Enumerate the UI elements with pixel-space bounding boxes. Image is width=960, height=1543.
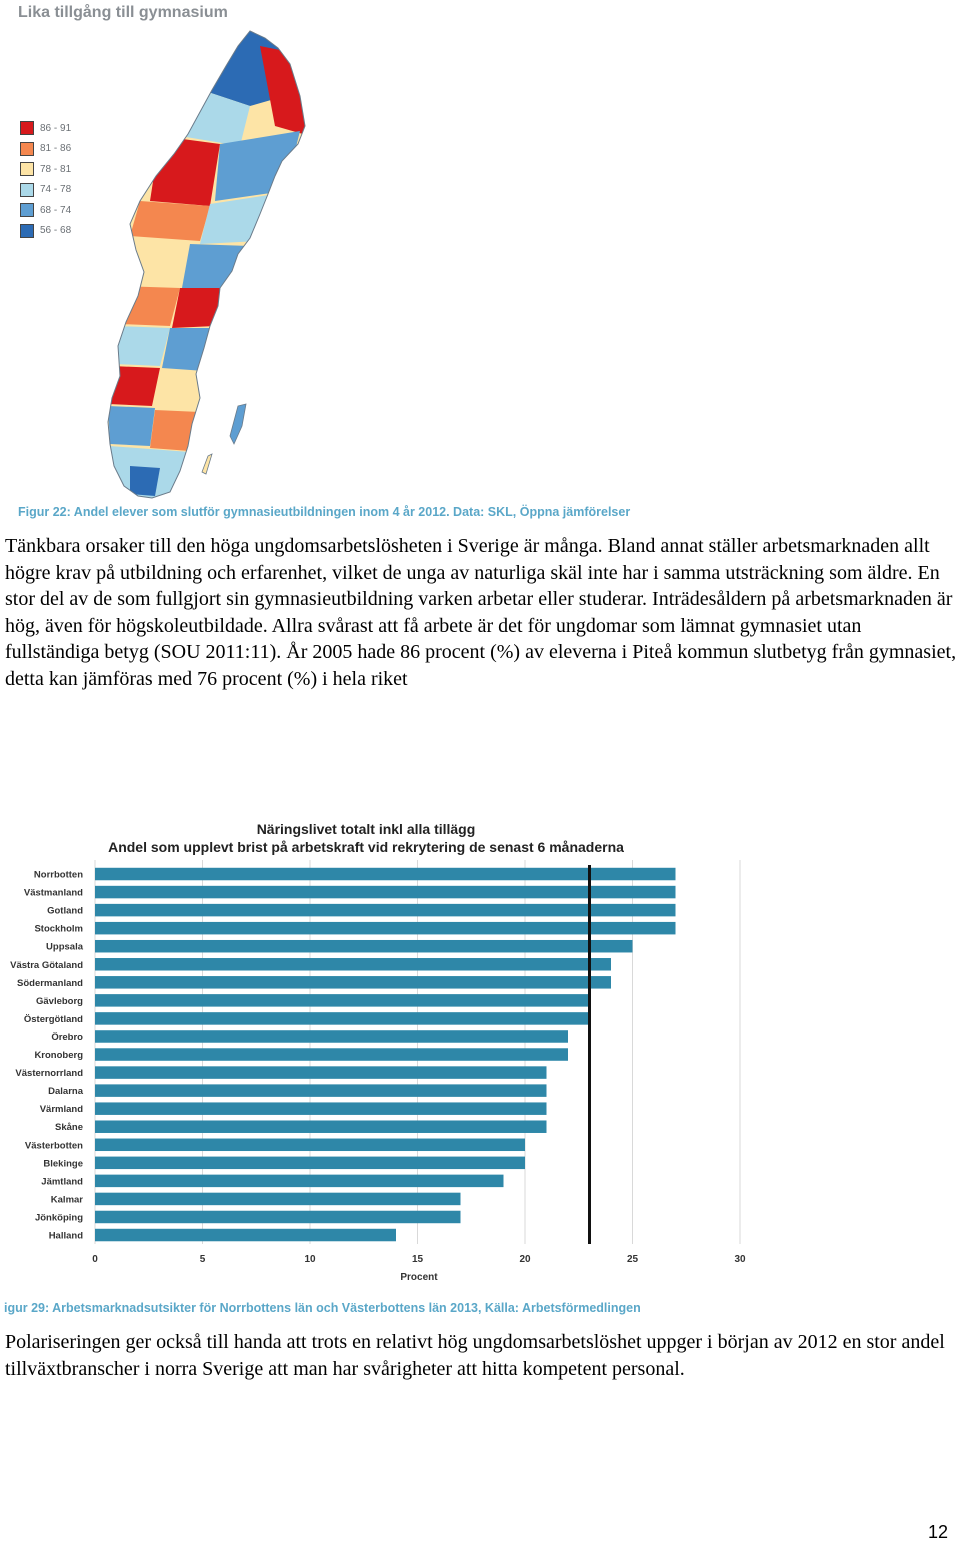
category-label: Västerbotten bbox=[24, 1140, 83, 1152]
legend-label: 74 - 78 bbox=[40, 184, 72, 196]
bar bbox=[95, 958, 611, 971]
bar bbox=[95, 1139, 525, 1152]
category-label: Blekinge bbox=[43, 1158, 83, 1170]
category-label: Kalmar bbox=[50, 1194, 83, 1206]
chart-x-ticks bbox=[92, 1254, 746, 1265]
bar bbox=[95, 1120, 547, 1133]
bar bbox=[95, 1012, 590, 1025]
category-label: Jönköping bbox=[34, 1212, 83, 1224]
bar bbox=[95, 994, 590, 1007]
category-label: Västernorrland bbox=[15, 1068, 83, 1080]
legend-swatch bbox=[20, 203, 34, 217]
legend-item bbox=[20, 221, 71, 242]
category-label: Kronoberg bbox=[34, 1050, 83, 1062]
legend-label: 56 - 68 bbox=[40, 225, 72, 237]
legend-label: 86 - 91 bbox=[40, 122, 72, 134]
chart-caption: igur 29: Arbetsmarknadsutsikter för Norrbottens län och Västerbottens län 2013, Källa: Arbetsförmedlingen bbox=[4, 1301, 641, 1315]
legend-swatch bbox=[20, 183, 34, 197]
legend-item bbox=[20, 200, 71, 221]
x-tick-label: 0 bbox=[92, 1254, 98, 1266]
category-label: Västmanland bbox=[23, 887, 83, 899]
category-label: Gävleborg bbox=[36, 995, 83, 1007]
bar-chart bbox=[0, 812, 760, 1287]
x-tick-label: 30 bbox=[734, 1254, 746, 1266]
category-label: Örebro bbox=[51, 1031, 83, 1043]
sweden-choropleth-map bbox=[100, 26, 320, 502]
legend-swatch bbox=[20, 142, 34, 156]
bar bbox=[95, 1048, 568, 1061]
bar bbox=[95, 976, 611, 989]
map-title: Lika tillgång till gymnasium bbox=[18, 4, 228, 21]
chart-title: Näringslivet totalt inkl alla tillägg bbox=[256, 821, 476, 837]
legend-swatch bbox=[20, 121, 34, 135]
category-label: Södermanland bbox=[17, 977, 83, 989]
legend-item bbox=[20, 180, 71, 201]
legend-label: 78 - 81 bbox=[40, 163, 72, 175]
x-tick-label: 5 bbox=[199, 1254, 206, 1266]
bar bbox=[95, 1084, 547, 1097]
bar bbox=[95, 1229, 396, 1242]
paragraph-2: Polariseringen ger också till handa att trots en relativt hög ungdomsarbetslöshet uppger i början av 2012 en stor andel tillväxtbranscher i norra Sverige att man har svårigheter att hitta kompetent personal. bbox=[5, 1331, 945, 1380]
legend-item bbox=[20, 139, 71, 160]
category-label: Dalarna bbox=[48, 1086, 83, 1098]
chart-category-labels bbox=[10, 870, 84, 1242]
paragraph-1: Tänkbara orsaker till den höga ungdomsarbetslösheten i Sverige är många. Bland annat ställer arbetsmarknaden allt högre krav på utbildning och erfarenhet, vilket de unga av naturliga skäl inte har i samma utsträckning som äldre. En stor del av de som fullgjort sin gymnasieutbildning varken arbetar eller studerar. Inträdesåldern på arbetsmarknaden är hög, även för högskoleutbildade. Allra svårast att få arbete är det för ungdomar som lämnat gymnasiet utan fullständiga betyg (SOU 2011:11). År 2005 hade 86 procent (%) av eleverna i Piteå kommun slutbetyg från gymnasiet, detta kan jämföras med 76 procent (%) i hela riket bbox=[5, 535, 957, 690]
x-tick-label: 20 bbox=[519, 1254, 531, 1266]
bar bbox=[95, 940, 633, 953]
category-label: Uppsala bbox=[46, 941, 83, 953]
category-label: Östergötland bbox=[23, 1013, 83, 1025]
map-caption: Figur 22: Andel elever som slutför gymnasieutbildningen inom 4 år 2012. Data: SKL, Öppna jämförelser bbox=[18, 505, 631, 519]
legend-label: 68 - 74 bbox=[40, 204, 72, 216]
legend-swatch bbox=[20, 162, 34, 176]
category-label: Gotland bbox=[47, 905, 83, 917]
legend-item bbox=[20, 159, 71, 180]
x-tick-label: 25 bbox=[626, 1254, 639, 1266]
category-label: Skåne bbox=[55, 1122, 83, 1134]
category-label: Värmland bbox=[39, 1104, 83, 1116]
legend-swatch bbox=[20, 224, 34, 238]
legend-item bbox=[20, 118, 71, 139]
category-label: Halland bbox=[48, 1230, 83, 1242]
bar bbox=[95, 1211, 461, 1224]
bar bbox=[95, 1030, 568, 1043]
chart-x-axis-label: Procent bbox=[400, 1272, 438, 1283]
map-legend bbox=[20, 118, 71, 241]
category-label: Norrbotten bbox=[33, 869, 83, 881]
x-tick-label: 15 bbox=[411, 1254, 424, 1266]
category-label: Jämtland bbox=[41, 1176, 83, 1188]
bar bbox=[95, 1102, 547, 1115]
bar bbox=[95, 1193, 461, 1206]
chart-subtitle: Andel som upplevt brist på arbetskraft vid rekrytering de senast 6 månaderna bbox=[108, 839, 624, 855]
bar bbox=[95, 1066, 547, 1079]
legend-label: 81 - 86 bbox=[40, 143, 72, 155]
category-label: Stockholm bbox=[34, 923, 83, 935]
page-number: 12 bbox=[927, 1522, 948, 1542]
x-tick-label: 10 bbox=[304, 1254, 316, 1266]
category-label: Västra Götaland bbox=[10, 959, 83, 971]
bar bbox=[95, 1157, 525, 1170]
bar bbox=[95, 1175, 504, 1188]
